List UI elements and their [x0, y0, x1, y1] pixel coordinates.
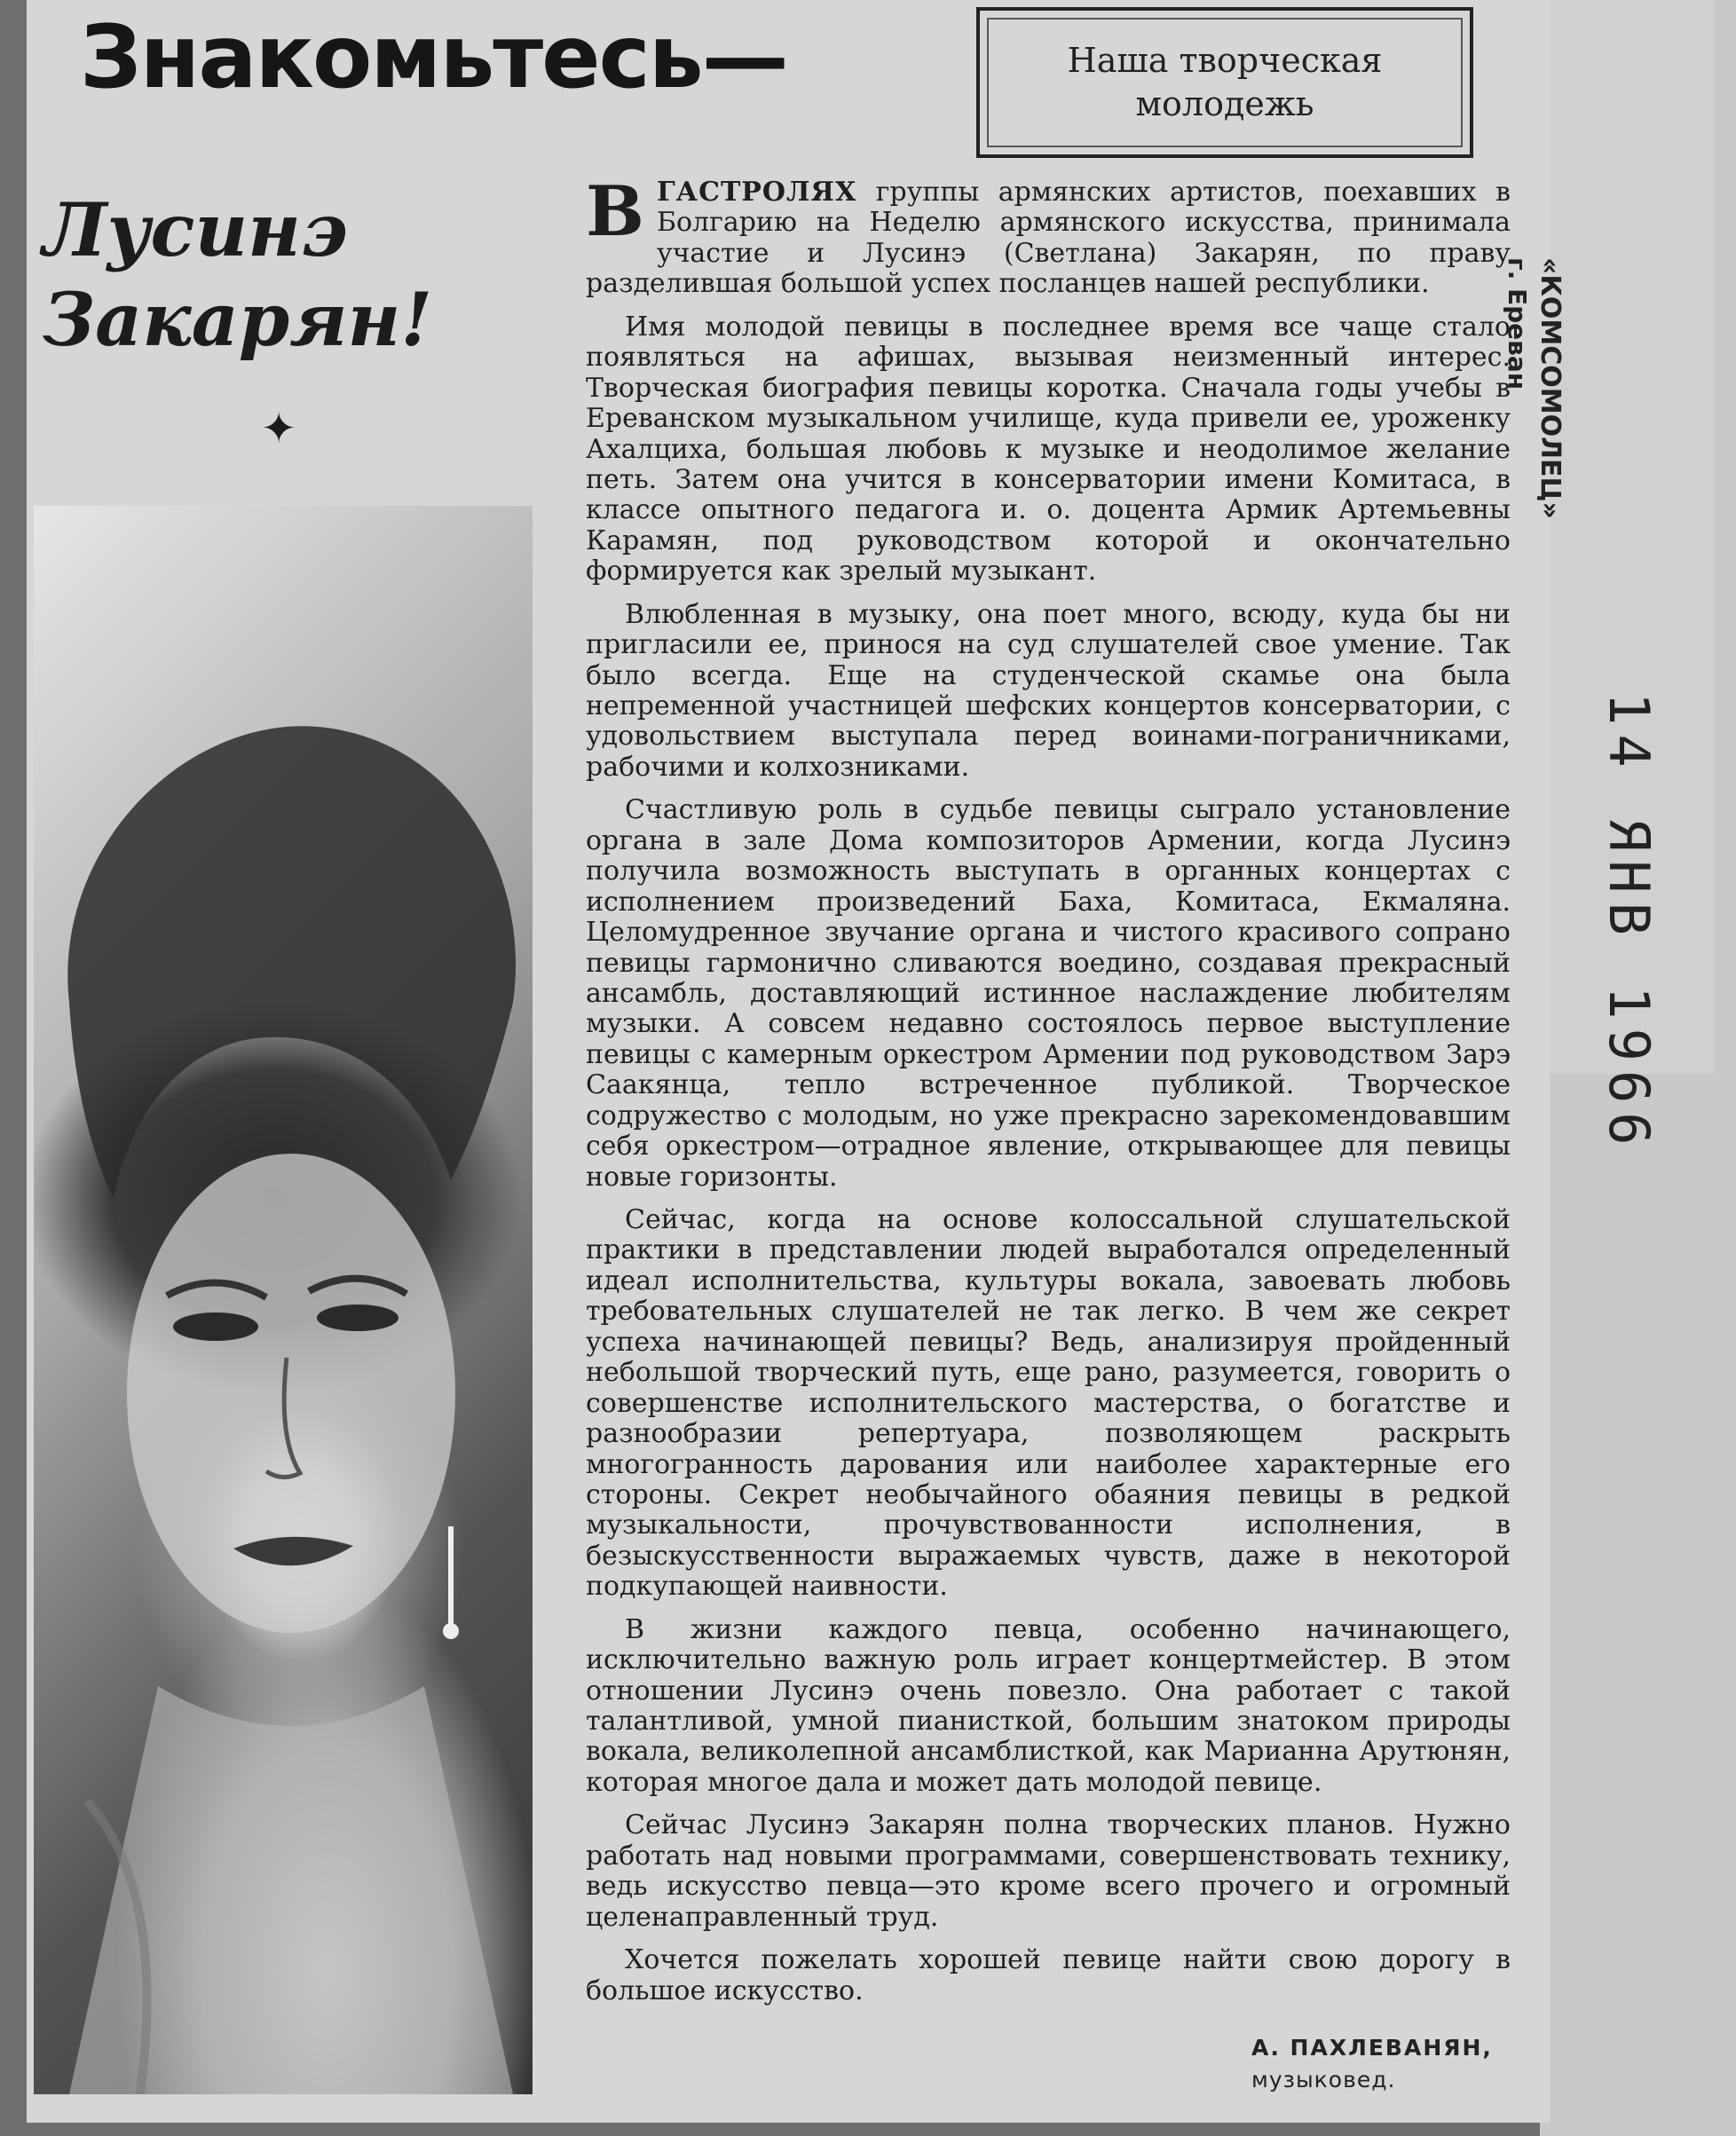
author-signature — [1251, 2032, 1493, 2097]
rubric-box — [976, 7, 1473, 158]
date-stamp: 14 ЯНВ 1966 — [1597, 692, 1661, 1155]
article-paragraph — [586, 171, 1511, 300]
headline: Знакомьтесь— — [80, 7, 787, 108]
drop-cap: В — [586, 171, 644, 252]
subtitle-name: Лусинэ Закарян! — [43, 188, 433, 363]
paragraph-text: группы армянских артистов, поехавших в Болгарию на Неделю армянского искусства, принимала участие и Лусинэ (Светлана) Закарян, по праву разделившая большой успех посланцев нашей республики. — [586, 177, 1511, 300]
newspaper-source — [1503, 257, 1567, 550]
article-body — [586, 171, 1511, 2019]
article-paragraph: Имя молодой певицы в последнее время все чаще стало появляться на афишах, вызывая неизменный интерес. Творческая биография певицы коротка. Сначала годы учебы в Ереванском музыкальном училище, куда привели ее, уроженку Ахалциха, большая любовь к музыке и неодолимое желание петь. Затем она учится в консерватории имени Комитаса, в классе опытного педагога и. о. доцента Армик Артемьевны Карамян, под руководством которой и окончательно формируется как зрелый музыкант. — [586, 311, 1511, 587]
portrait-sketch — [34, 506, 533, 2094]
rubric-text: Наша творческая молодежь — [1067, 40, 1383, 123]
article-paragraph: Сейчас, когда на основе колоссальной слушательской практики в представлении людей выработался определенный идеал исполнительства, культуры вокала, завоевать любовь требовательных слушателей не так легко. В чем же секрет успеха начинающей певицы? Ведь, анализируя пройденный небольшой творческий путь, еще рано, разумеется, говорить о совершенстве исполнительского мастерства, о богатстве и разнообразии репертуара, позволяющем раскрыть многогранность дарования или наиболее характерные его стороны. Секрет необычайного обаяния певицы в редкой музыкальности, прочувствованности исполнения, в безыскусственности выражаемых чувств, даже в некоторой подкупающей наивности. — [586, 1204, 1511, 1603]
article-paragraph: Счастливую роль в судьбе певицы сыграло установление органа в зале Дома композиторов Армении, когда Лусинэ получила возможность выступать в органных концертах с исполнением произведений Баха, Комитаса, Екмаляна. Целомудренное звучание органа и чистого красивого сопрано певицы гармонично сливаются воедино, создавая прекрасный ансамбль, доставляющий истинное наслаждение любителям музыки. А совсем недавно состоялось первое выступление певицы с камерным оркестром Армении под руководством Зарэ Саакянца, тепло встреченное публикой. Творческое содружество с молодым, но уже прекрасно зарекомендовавшим себя оркестром—отрадное явление, открывающее для певицы новые горизонты. — [586, 794, 1511, 1193]
author-role: музыковед. — [1251, 2067, 1396, 2093]
lead-caps: ГАСТРОЛЯХ — [656, 177, 857, 208]
article-paragraph: Хочется пожелать хорошей певице найти свою дорогу в большое искусство. — [586, 1944, 1511, 2006]
article-paragraph: Влюбленная в музыку, она поет много, всюду, куда бы ни пригласили ее, принося на суд слушателей свое умение. Так было всегда. Еще на студенческой скамье она была непременной участницей шефских концертов консерватории, с удовольствием выступала перед воинами-пограничниками, рабочими и колхозниками. — [586, 598, 1511, 783]
article-paragraph: В жизни каждого певца, особенно начинающего, исключительно важную роль играет концертмейстер. В этом отношении Лусинэ очень повезло. Она работает с такой талантливой, умной пианисткой, большим знатоком природы вокала, великолепной ансамблисткой, как Марианна Арутюнян, которая многое дала и может дать молодой певице. — [586, 1613, 1511, 1798]
author-name: А. ПАХЛЕВАНЯН, — [1251, 2035, 1493, 2061]
portrait-photo — [34, 506, 533, 2094]
article-paragraph: Сейчас Лусинэ Закарян полна творческих планов. Нужно работать над новыми программами, совершенствовать технику, ведь искусство певца—это кроме всего прочего и огромный целенаправленный труд. — [586, 1809, 1511, 1933]
newspaper-name: «КОМСОМОЛЕЦ» — [1535, 257, 1566, 519]
newspaper-city: г. Ереван — [1503, 257, 1533, 390]
star-ornament-icon: ✦ — [261, 404, 297, 453]
